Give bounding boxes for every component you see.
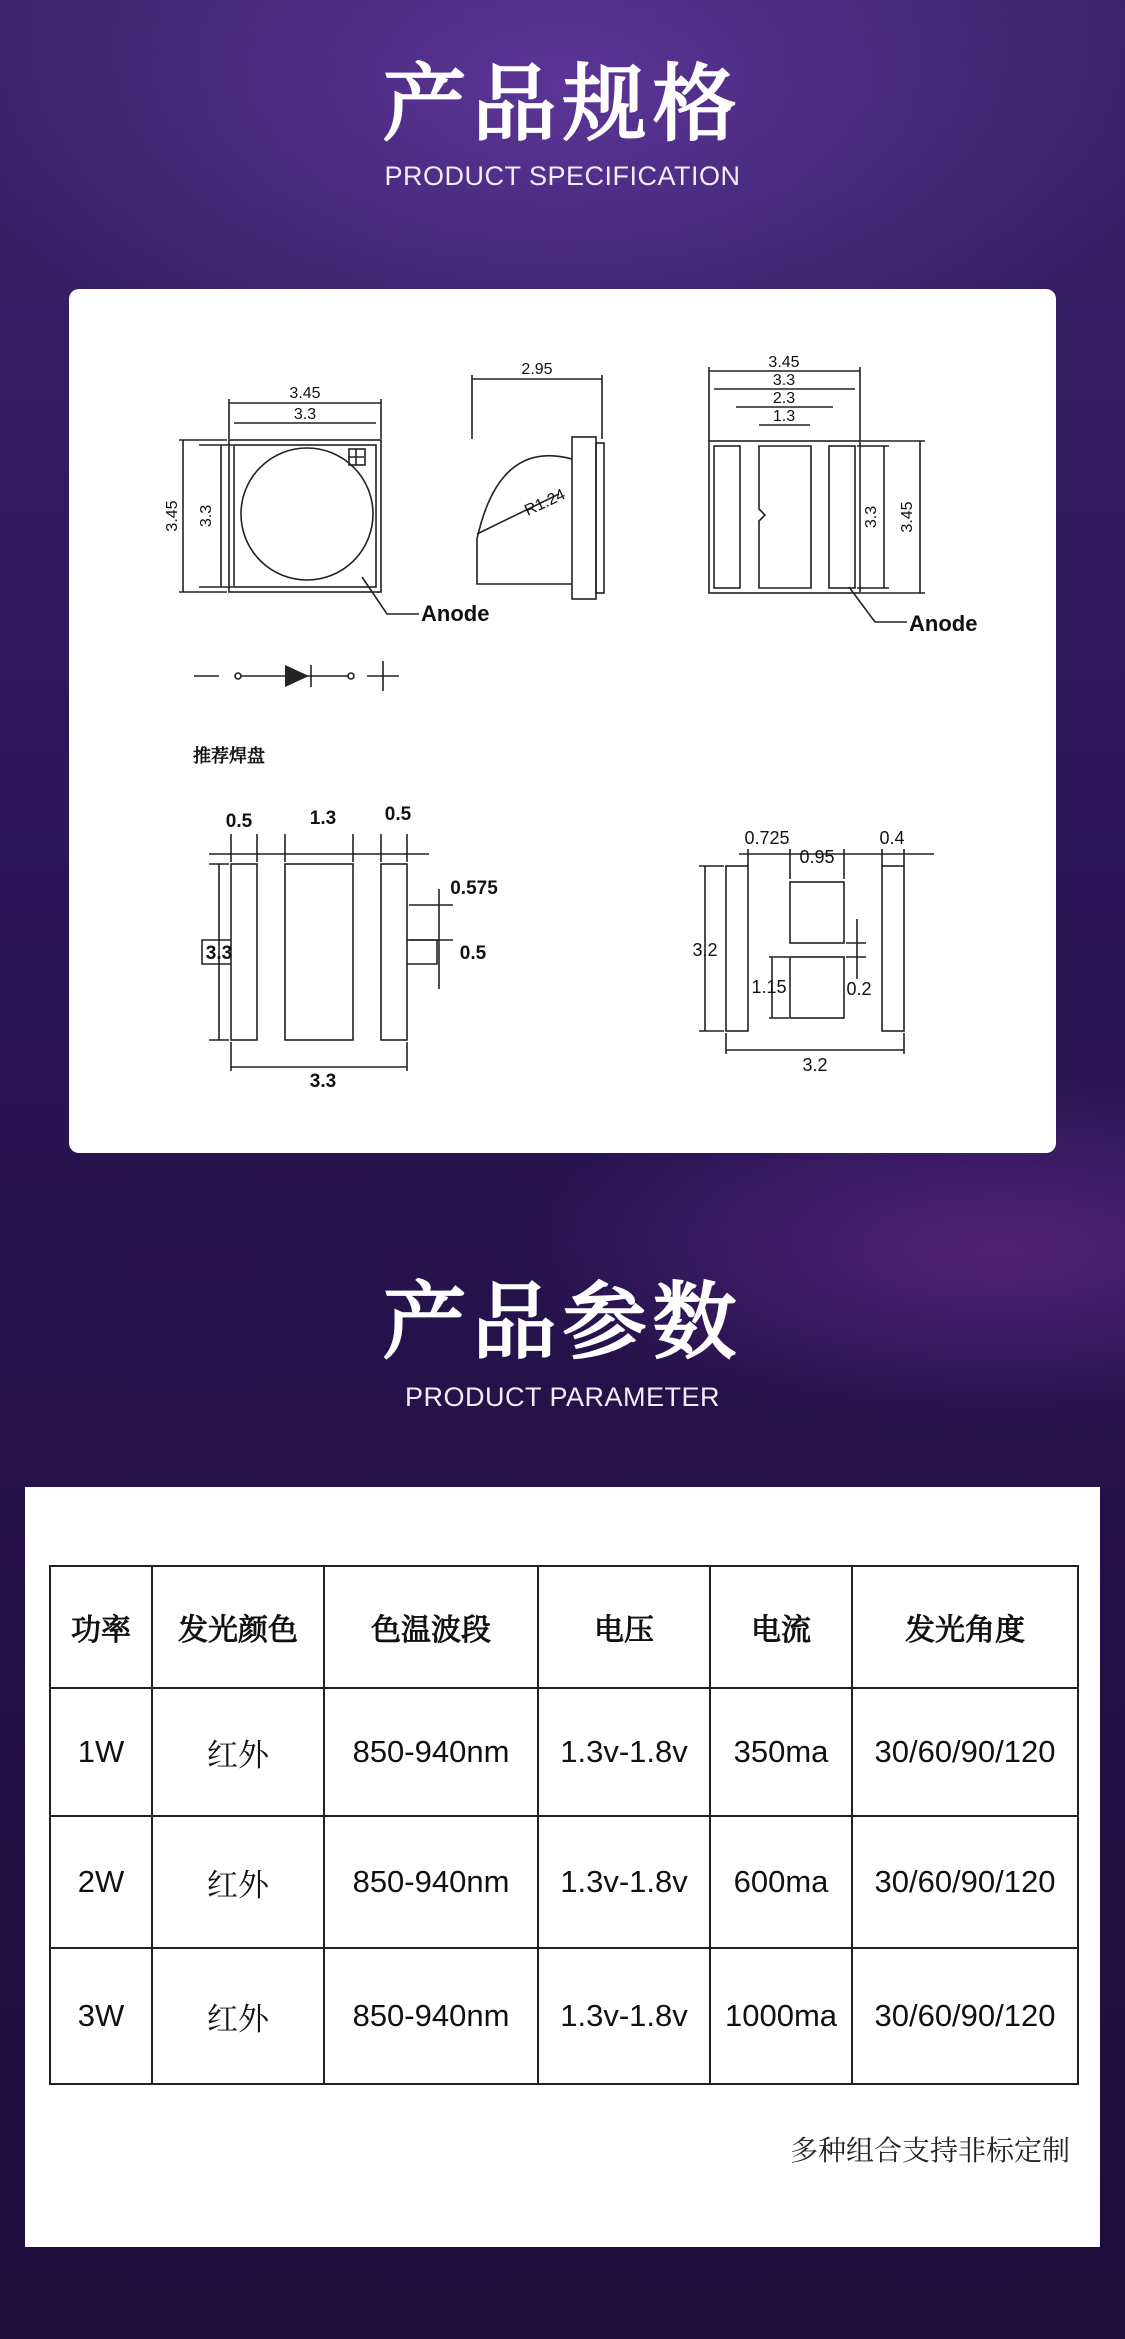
cell-angle: 30/60/90/120 [852,1816,1078,1948]
cell-power: 1W [50,1688,152,1816]
anode-label-bottom: Anode [909,611,978,636]
header-angle: 发光角度 [852,1566,1078,1688]
cell-power: 2W [50,1816,152,1948]
dim-bottom-3-45: 3.45 [768,354,800,371]
cell-angle: 30/60/90/120 [852,1688,1078,1816]
cell-current: 350ma [710,1688,852,1816]
table-row [50,1948,1078,2084]
pad-dim-0-5-left: 0.5 [225,811,253,832]
params-subtitle: PRODUCT PARAMETER [404,1382,721,1412]
cell-current: 1000ma [710,1948,852,2084]
dim-side-2-95: 2.95 [521,361,553,378]
pad-dim-0-5-tab: 0.5 [459,943,487,964]
cell-voltage: 1.3v-1.8v [538,1688,710,1816]
pad-dim-1-15: 1.15 [751,977,787,997]
pad-dim-1-3: 1.3 [309,808,337,829]
pad-dim-0-5-right: 0.5 [384,804,412,825]
dim-left-3-3: 3.3 [198,504,215,528]
table-row [50,1816,1078,1948]
dim-side-radius: R1.24 [522,486,569,520]
dim-right-3-45: 3.45 [899,501,916,533]
cell-angle: 30/60/90/120 [852,1948,1078,2084]
pad-dim-3-2-side: 3.2 [692,940,718,960]
table-header-row [50,1566,1078,1688]
pad-dim-3-3-bottom: 3.3 [309,1071,337,1092]
pad-dim-3-3-side: 3.3 [205,943,233,964]
cell-wavelength: 850-940nm [324,1816,538,1948]
header-voltage: 电压 [538,1566,710,1688]
anode-label-top: Anode [421,601,490,626]
params-table [49,1565,1079,2085]
pad-dim-0-2: 0.2 [846,979,872,999]
spec-title: 产品规格 [382,55,743,153]
dimension-drawing [69,289,1056,1153]
pad-title: 推荐焊盘 [193,746,265,766]
dim-top-3-3: 3.3 [293,406,317,423]
custom-note: 多种组合支持非标定制 [789,2134,1070,2167]
params-title: 产品参数 [382,1273,743,1371]
header-power: 功率 [50,1566,152,1688]
dim-left-3-45: 3.45 [164,500,181,532]
cell-current: 600ma [710,1816,852,1948]
header-wavelength: 色温波段 [324,1566,538,1688]
dim-bottom-3-3: 3.3 [772,372,796,389]
dim-bottom-2-3: 2.3 [772,390,796,407]
params-panel [25,1487,1100,2247]
header-current: 电流 [710,1566,852,1688]
cell-color: 红外 [152,1948,324,2084]
dim-bottom-1-3: 1.3 [772,408,796,425]
cell-wavelength: 850-940nm [324,1948,538,2084]
header-color: 发光颜色 [152,1566,324,1688]
pad-dim-3-2-bottom: 3.2 [802,1055,828,1075]
cell-voltage: 1.3v-1.8v [538,1816,710,1948]
cell-color: 红外 [152,1816,324,1948]
spec-drawing-card [69,289,1056,1153]
pad-dim-0-575: 0.575 [450,878,498,899]
cell-power: 3W [50,1948,152,2084]
spec-subtitle: PRODUCT SPECIFICATION [384,161,741,191]
pad-dim-0-95: 0.95 [799,847,835,867]
dim-top-3-45: 3.45 [289,385,321,402]
cell-voltage: 1.3v-1.8v [538,1948,710,2084]
cell-color: 红外 [152,1688,324,1816]
pad-dim-0-725: 0.725 [744,828,790,848]
table-row [50,1688,1078,1816]
dim-right-3-3: 3.3 [863,505,880,529]
pad-dim-0-4: 0.4 [879,828,905,848]
cell-wavelength: 850-940nm [324,1688,538,1816]
